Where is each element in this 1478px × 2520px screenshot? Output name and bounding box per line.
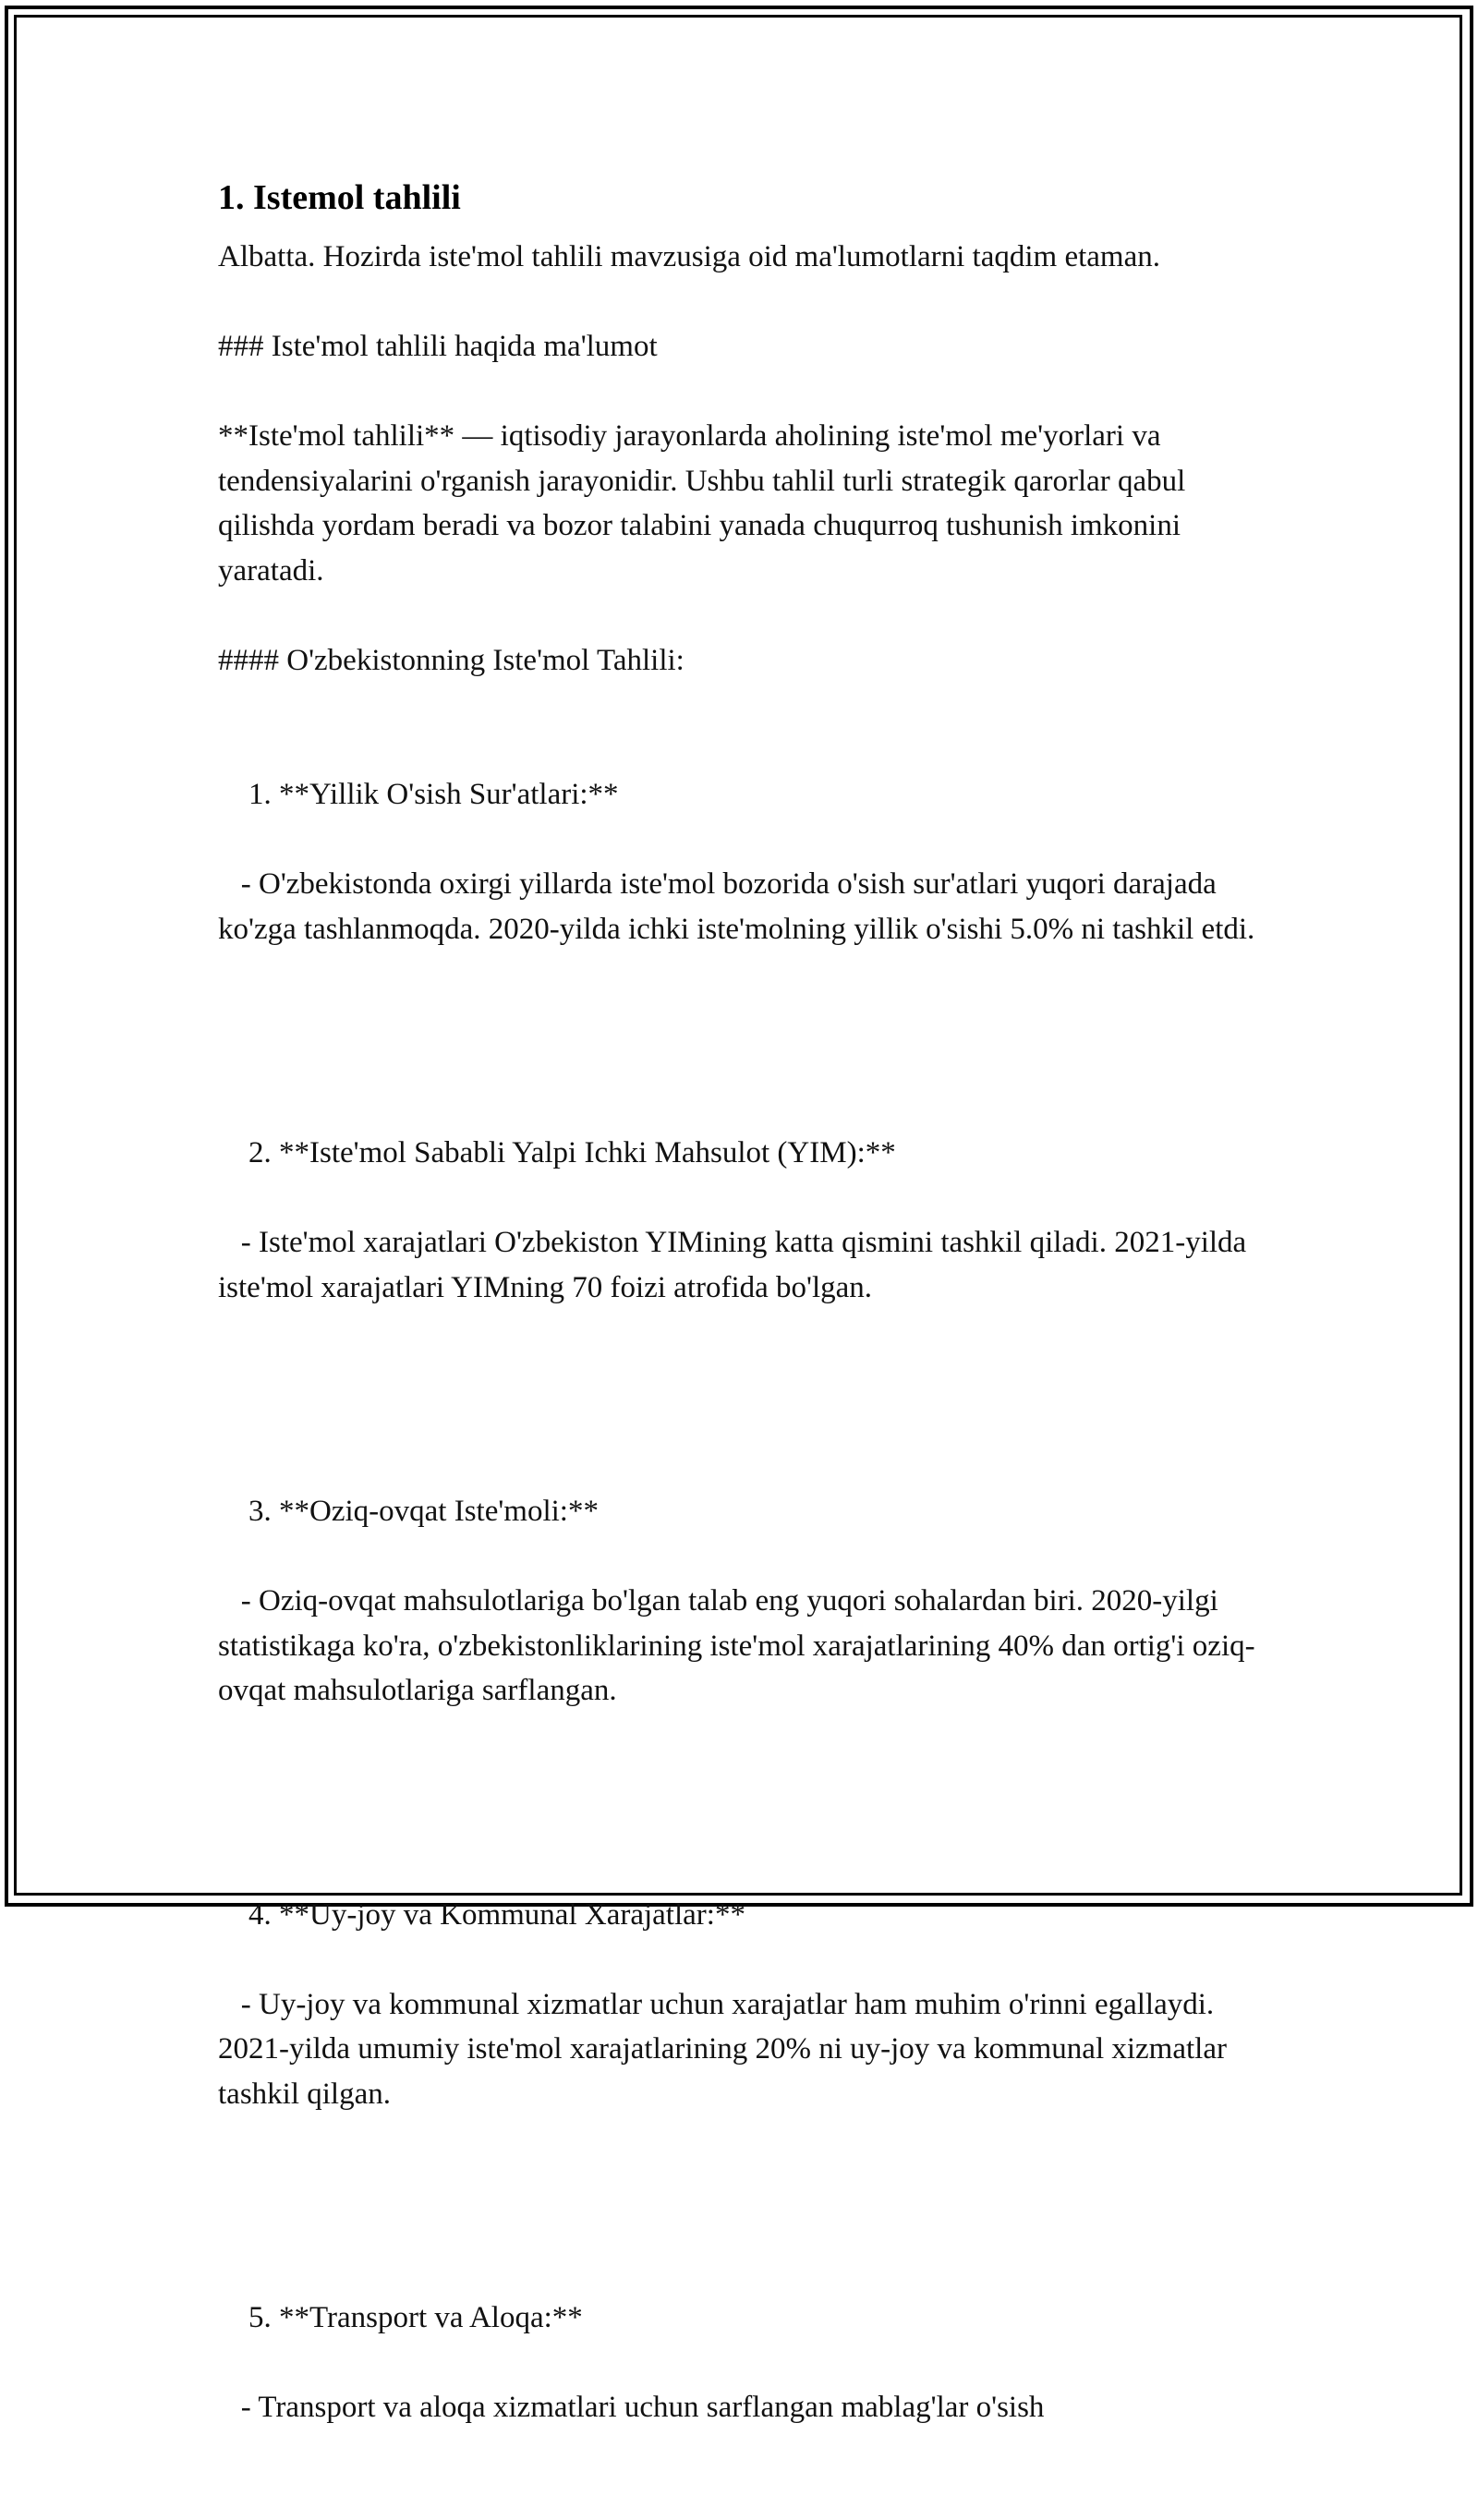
intro-paragraph: Albatta. Hozirda iste'mol tahlili mavzusiga oid ma'lumotlarni taqdim etaman. bbox=[218, 240, 1160, 273]
list-item-heading: 2. **Iste'mol Sababli Yalpi Ichki Mahsulot (YIM):** bbox=[248, 1136, 896, 1169]
document-title: 1. Istemol tahlili bbox=[218, 178, 461, 217]
subsection-heading: #### O'zbekistonning Iste'mol Tahlili: bbox=[218, 643, 684, 677]
list-item bbox=[218, 728, 1262, 1042]
document-body bbox=[218, 172, 1262, 2520]
list-item bbox=[218, 1086, 1262, 1400]
section-heading: ### Iste'mol tahlili haqida ma'lumot bbox=[218, 330, 658, 363]
list-item bbox=[218, 1445, 1262, 1803]
list-item-detail: - Iste'mol xarajatlari O'zbekiston YIMining katta qismini tashkil qiladi. 2021-yilda iste'mol xarajatlari YIMning 70 foizi atrofida bo'lgan. bbox=[218, 1226, 1254, 1304]
list-item-heading: 4. **Uy-joy va Kommunal Xarajatlar:** bbox=[248, 1897, 745, 1932]
list-item bbox=[218, 1848, 1262, 2206]
list-item-detail: - Transport va aloqa xizmatlari uchun sarflangan mablag'lar o'sish bbox=[218, 2391, 1045, 2424]
list-item-detail: - Oziq-ovqat mahsulotlariga bo'lgan talab eng yuqori sohalardan biri. 2020-yilgi statistikaga ko'ra, o'zbekistonliklarining iste'mol xarajatlarining 40% dan ortig'i oziq-ovqat mahsulotlariga sarflangan. bbox=[218, 1584, 1255, 1707]
list-item-heading: 1. **Yillik O'sish Sur'atlari:** bbox=[248, 778, 619, 811]
list-item-heading: 5. **Transport va Aloqa:** bbox=[248, 2301, 583, 2334]
list-item-detail: - O'zbekistonda oxirgi yillarda iste'mol bozorida o'sish sur'atlari yuqori darajada ko'zga tashlanmoqda. 2020-yilda ichki iste'molning yillik o'sishi 5.0% ni tashkil etdi. bbox=[218, 867, 1255, 946]
list-item bbox=[218, 2251, 1262, 2520]
list-item-heading: 3. **Oziq-ovqat Iste'moli:** bbox=[248, 1495, 599, 1528]
list-item-detail: - Uy-joy va kommunal xizmatlar uchun xarajatlar ham muhim o'rinni egallaydi. 2021-yilda umumiy iste'mol xarajatlarining 20% ni uy-joy va kommunal xizmatlar tashkil qilgan. bbox=[218, 1987, 1235, 2111]
definition-paragraph: **Iste'mol tahlili** — iqtisodiy jarayonlarda aholining iste'mol me'yorlari va tendensiyalarini o'rganish jarayonidir. Ushbu tahlil turli strategik qarorlar qabul qilishda yordam beradi va bozor talabini yanada chuqurroq tushunish imkonini yaratadi. bbox=[218, 419, 1193, 588]
